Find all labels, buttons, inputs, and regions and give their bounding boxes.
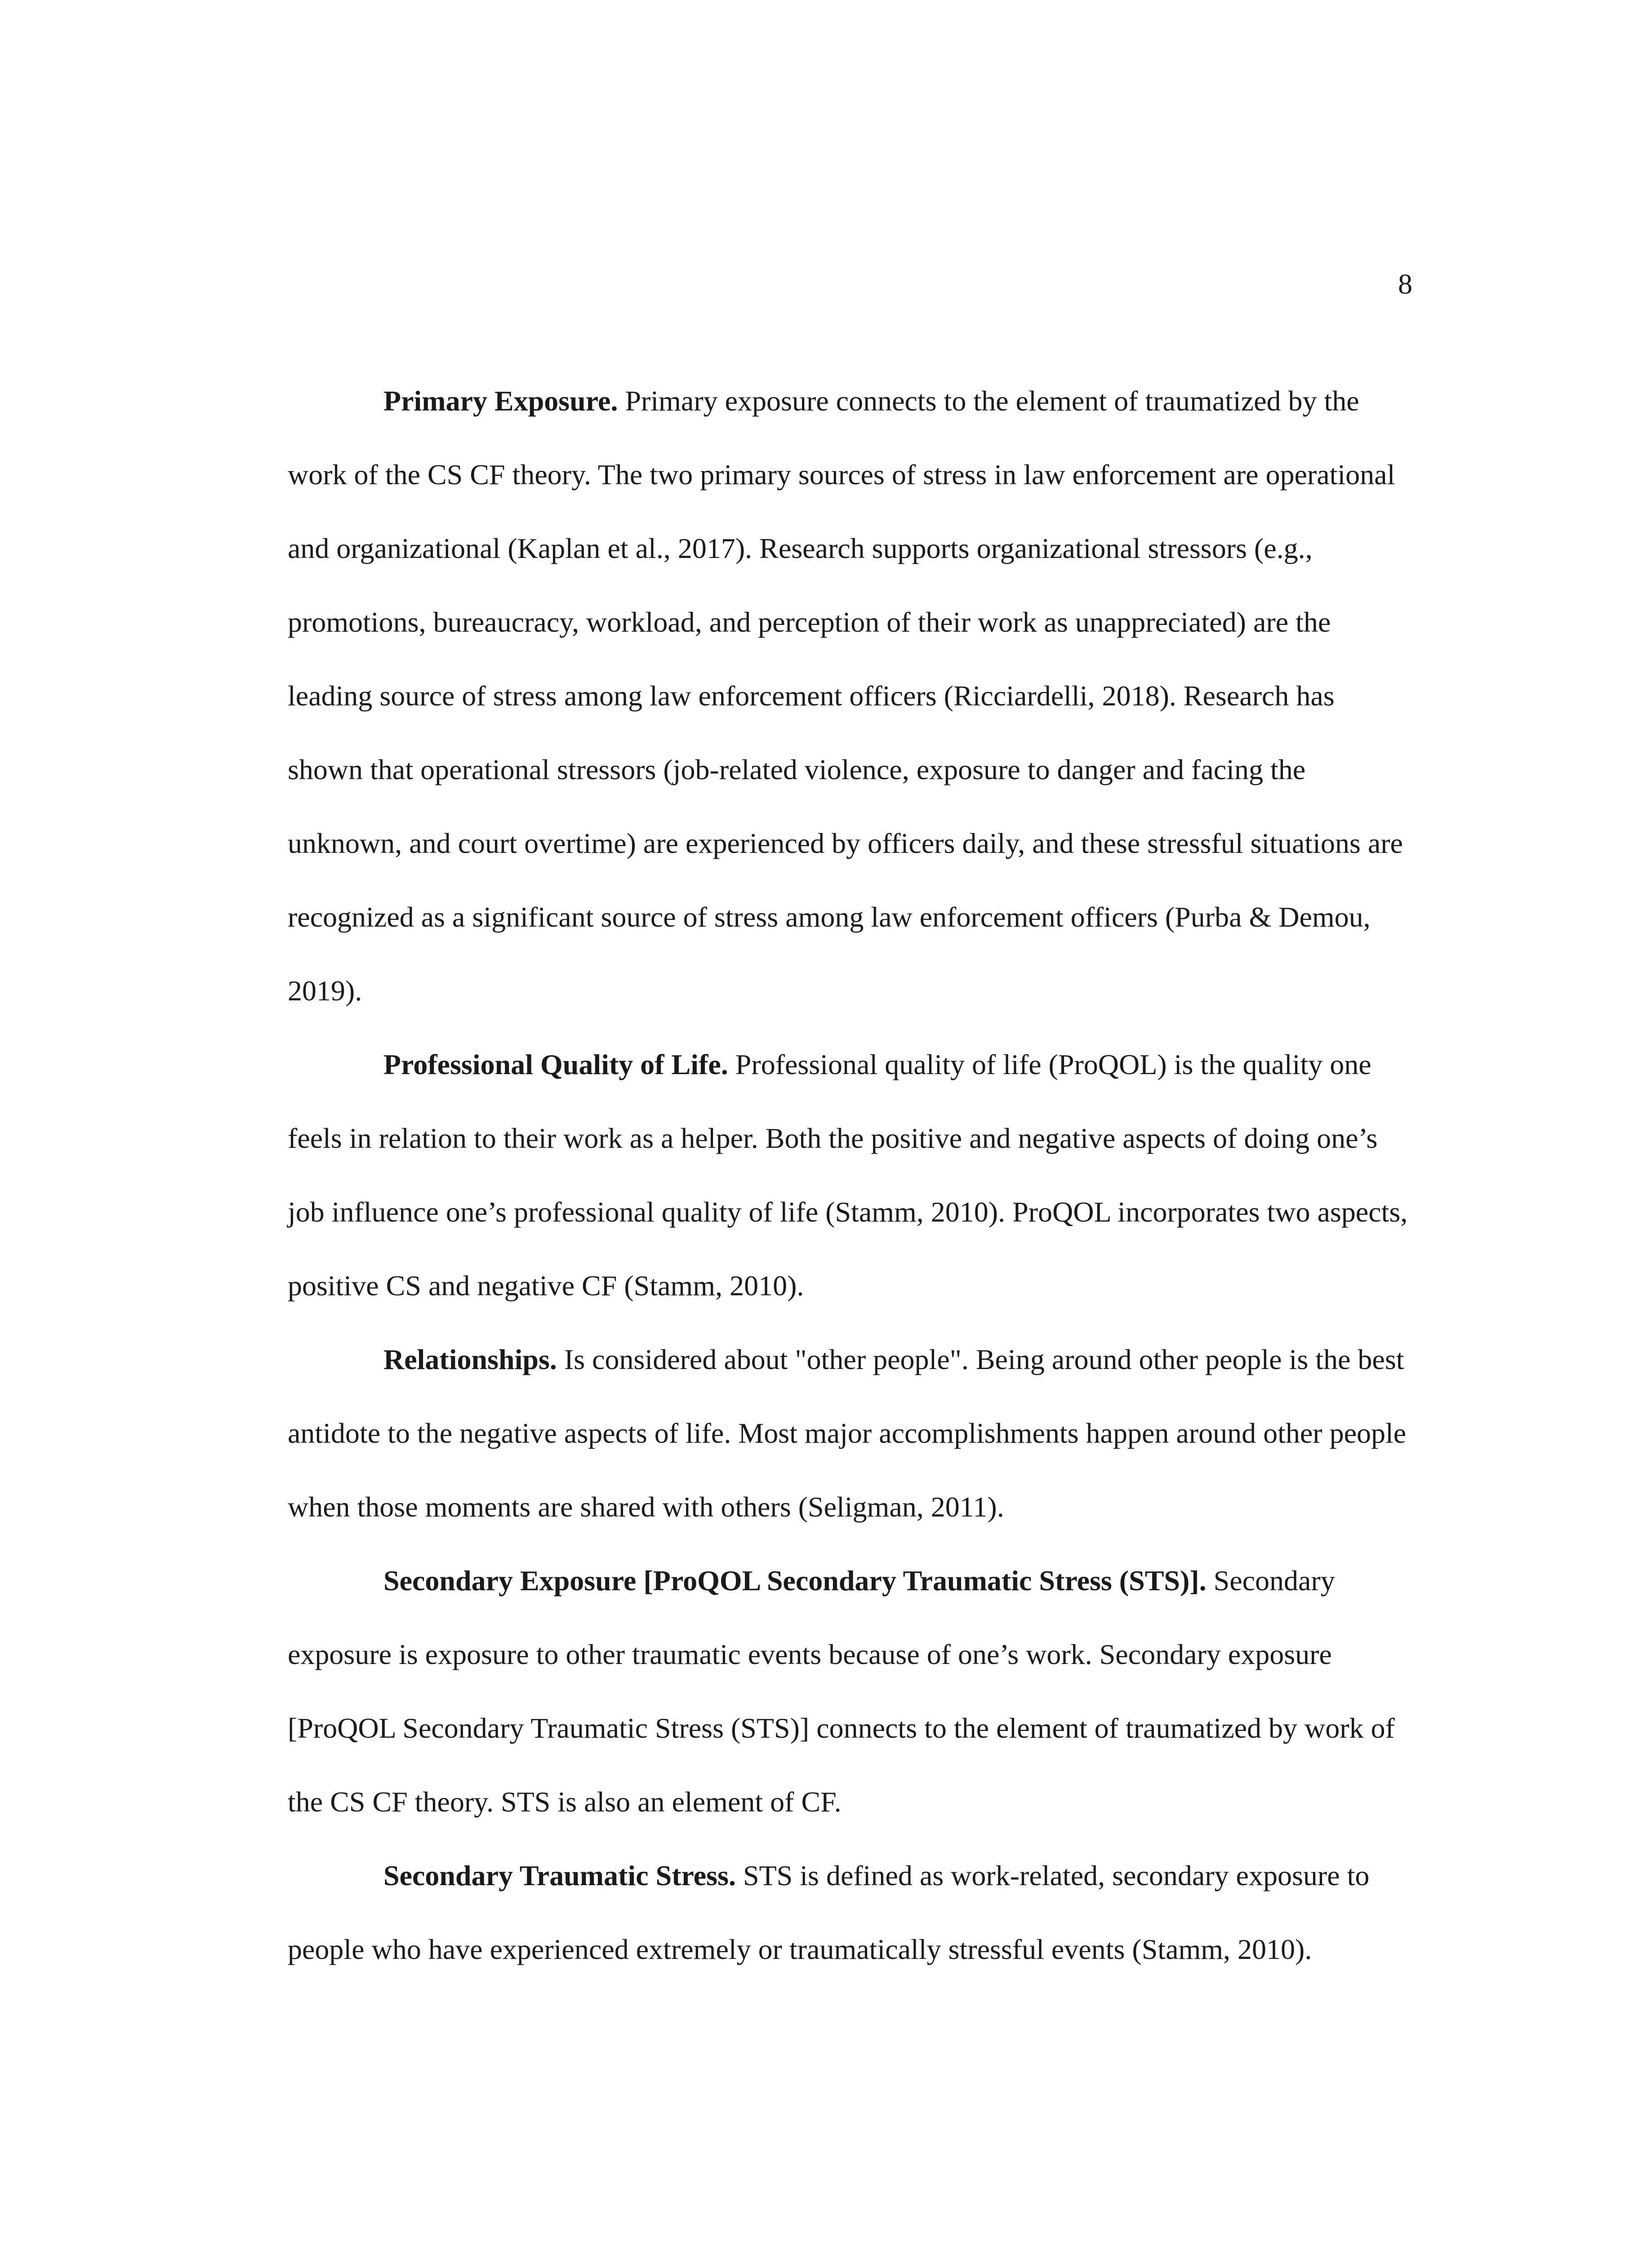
body-text [288,364,1412,1986]
paragraph-heading: Primary Exposure. [383,385,618,417]
paragraph-text: Secondary exposure is exposure to other traumatic events because of one’s work. Secondary exposure [ProQOL Secondary Traumatic Stress (STS)] connects to the element of traumatized by work of the CS CF theory. STS is also an element of CF. [288,1565,1395,1818]
paragraph-secondary-traumatic-stress [288,1839,1412,1986]
paragraph-primary-exposure [288,364,1412,1028]
paragraph-text: Primary exposure connects to the element of traumatized by the work of the CS CF theory. The two primary sources of stress in law enforcement are operational and organizational (Kaplan et al., 2017). Research supports organizational stressors (e.g., promotions, bureaucracy, workload, and perception of their work as unappreciated) are the leading source of stress among law enforcement officers (Ricciardelli, 2018). Research has shown that operational stressors (job-related violence, exposure to danger and facing the unknown, and court overtime) are experienced by officers daily, and these stressful situations are recognized as a significant source of stress among law enforcement officers (Purba & Demou, 2019). [288,385,1403,1007]
paragraph-professional-quality-of-life [288,1028,1412,1323]
paragraph-secondary-exposure [288,1544,1412,1839]
paragraph-heading: Secondary Traumatic Stress. [383,1860,736,1891]
paragraph-heading: Secondary Exposure [ProQOL Secondary Traumatic Stress (STS)]. [383,1565,1207,1597]
paragraph-heading: Relationships. [383,1343,557,1375]
page-number: 8 [1398,268,1412,300]
paragraph-heading: Professional Quality of Life. [383,1048,728,1080]
paragraph-text: STS is defined as work-related, secondary exposure to people who have experienced extremely or traumatically stressful events (Stamm, 2010). [288,1860,1370,1965]
paragraph-text: Is considered about "other people". Being around other people is the best antidote to the negative aspects of life. Most major accomplishments happen around other people when those moments are shared with others (Seligman, 2011). [288,1343,1407,1523]
paragraph-text: Professional quality of life (ProQOL) is the quality one feels in relation to their work as a helper. Both the positive and negative aspects of doing one’s job influence one’s professional quality of life (Stamm, 2010). ProQOL incorporates two aspects, positive CS and negative CF (Stamm, 2010). [288,1048,1408,1302]
paragraph-relationships [288,1323,1412,1544]
